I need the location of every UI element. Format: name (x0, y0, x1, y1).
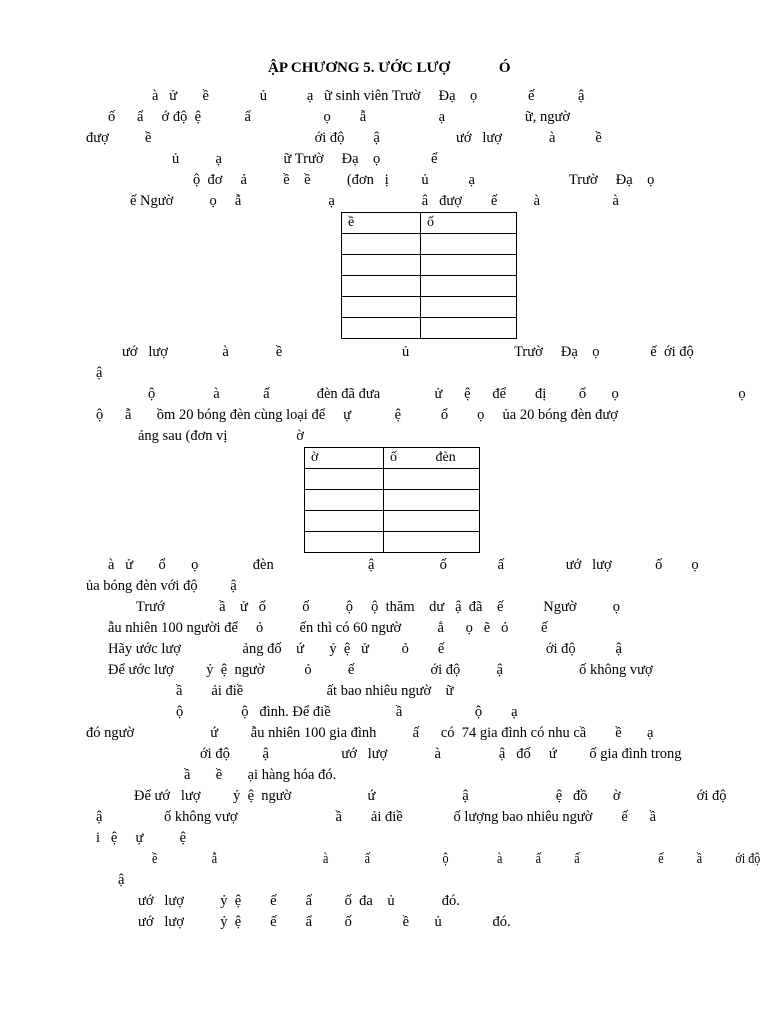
table-cell (305, 532, 384, 553)
text-line: ậ (96, 365, 103, 381)
table-row (342, 318, 517, 339)
data-table-1 (341, 212, 517, 339)
text-line: ậ ố không vượ ầ ải điề ố lượng bao nhiêu ngườ ế ầ (96, 809, 657, 825)
table-cell (384, 532, 480, 553)
text-line: ộ ộ đình. Để điề ầ ộ ạ (176, 704, 518, 720)
table-cell (342, 318, 421, 339)
table-row (342, 297, 517, 318)
text-line: Để ướ lượ ỷ ệ ngườ ứ ậ ệ đồ ờ ới độ (134, 788, 727, 804)
table-row (342, 276, 517, 297)
table-cell (305, 490, 384, 511)
text-line: i ệ ự ệ (96, 830, 187, 846)
text-line: ộ à ấ đèn đã đưa ử ệ để đị ổ ọ ọ (148, 386, 746, 402)
table-cell (342, 234, 421, 255)
text-line: à ử ổ ọ đèn ậ ố ấ ướ lượ ổ ọ (108, 557, 699, 573)
data-table-2 (304, 447, 480, 553)
table-cell (421, 297, 517, 318)
text-line: ới độ ậ ướ lượ à ậ đố ứ ố gia đình trong (200, 746, 682, 762)
table-cell (384, 511, 480, 532)
text-line: đó ngườ ứ ẫu nhiên 100 gia đình ấ có 74 gia đình có nhu cầ ề ạ (86, 725, 654, 741)
table-cell (342, 255, 421, 276)
table-header-cell: ố đèn (384, 448, 480, 469)
page-title: ẬP CHƯƠNG 5. ƯỚC LƯỢ Ó (268, 60, 511, 76)
text-line: ộ ẫ ồm 20 bóng đèn cùng loại để ự ệ ổ ọ ủa 20 bóng đèn đượ (96, 407, 618, 423)
table-row (342, 234, 517, 255)
text-line: Trướ ầ ử ổ ố ộ ộ thăm dư ậ đã ế Ngườ ọ (136, 599, 621, 615)
text-line: ướ lượ ỷ ệ ế ẩ ố ề ủ đó. (138, 914, 511, 930)
text-line: ướ lượ à ề ủ Trườ Đạ ọ ế ới độ (122, 344, 694, 360)
table-row (305, 532, 480, 553)
table-cell (305, 469, 384, 490)
table-row (342, 255, 517, 276)
table-cell (384, 469, 480, 490)
table-header-cell: ề (342, 213, 421, 234)
table-cell (384, 490, 480, 511)
table-header-cell: ố (421, 213, 517, 234)
text-line: ầ ề ại hàng hóa đó. (184, 767, 337, 783)
table-cell (421, 234, 517, 255)
text-line: ẫu nhiên 100 người để ỏ ến thì có 60 ngườ ẳ ọ ẽ ỏ ế (108, 620, 548, 636)
table-cell (421, 276, 517, 297)
text-line: à ử ề ủ ạ ữ sinh viên Trườ Đạ ọ ế ậ (152, 88, 585, 104)
table-cell (421, 255, 517, 276)
text-line: ủa bóng đèn với độ ậ (86, 578, 237, 594)
table-cell (305, 511, 384, 532)
table-cell (342, 297, 421, 318)
text-line: Để ước lượ ỷ ệ ngườ ỏ ế ới độ ậ ố không vượ (108, 662, 653, 678)
text-line: ướ lượ ỷ ệ ế ẩ ố đa ủ đó. (138, 893, 460, 909)
table-cell (421, 318, 517, 339)
text-line: Hãy ước lượ ảng đố ứ ỷ ệ ử ỏ ế ới độ ậ (108, 641, 622, 657)
text-line: ậ (118, 872, 125, 888)
text-line: ủ ạ ữ Trườ Đạ ọ ế (172, 151, 438, 167)
table-cell (342, 276, 421, 297)
table-row (305, 469, 480, 490)
text-line: ề ẫ à ấ ộ à ấ ấ ế ầ ới độ (152, 851, 761, 867)
table-row (305, 490, 480, 511)
text-line: ố ẩ ớ độ ệ ẩ ọ ẫ ạ ữ, ngườ (108, 109, 570, 125)
text-line: đượ ề ới độ ậ ướ lượ à ề (86, 130, 602, 146)
text-line: ế Ngườ ọ ẫ ạ â đượ ế à à (130, 193, 619, 209)
table-row (305, 511, 480, 532)
text-line: ầ ải điề ất bao nhiêu ngườ ữ (176, 683, 454, 699)
table-header-cell: ờ (305, 448, 384, 469)
text-line: ộ đơ ả ề ề (đơn ị ủ ạ Trườ Đạ ọ (193, 172, 655, 188)
text-line: ảng sau (đơn vị ờ (138, 428, 304, 444)
